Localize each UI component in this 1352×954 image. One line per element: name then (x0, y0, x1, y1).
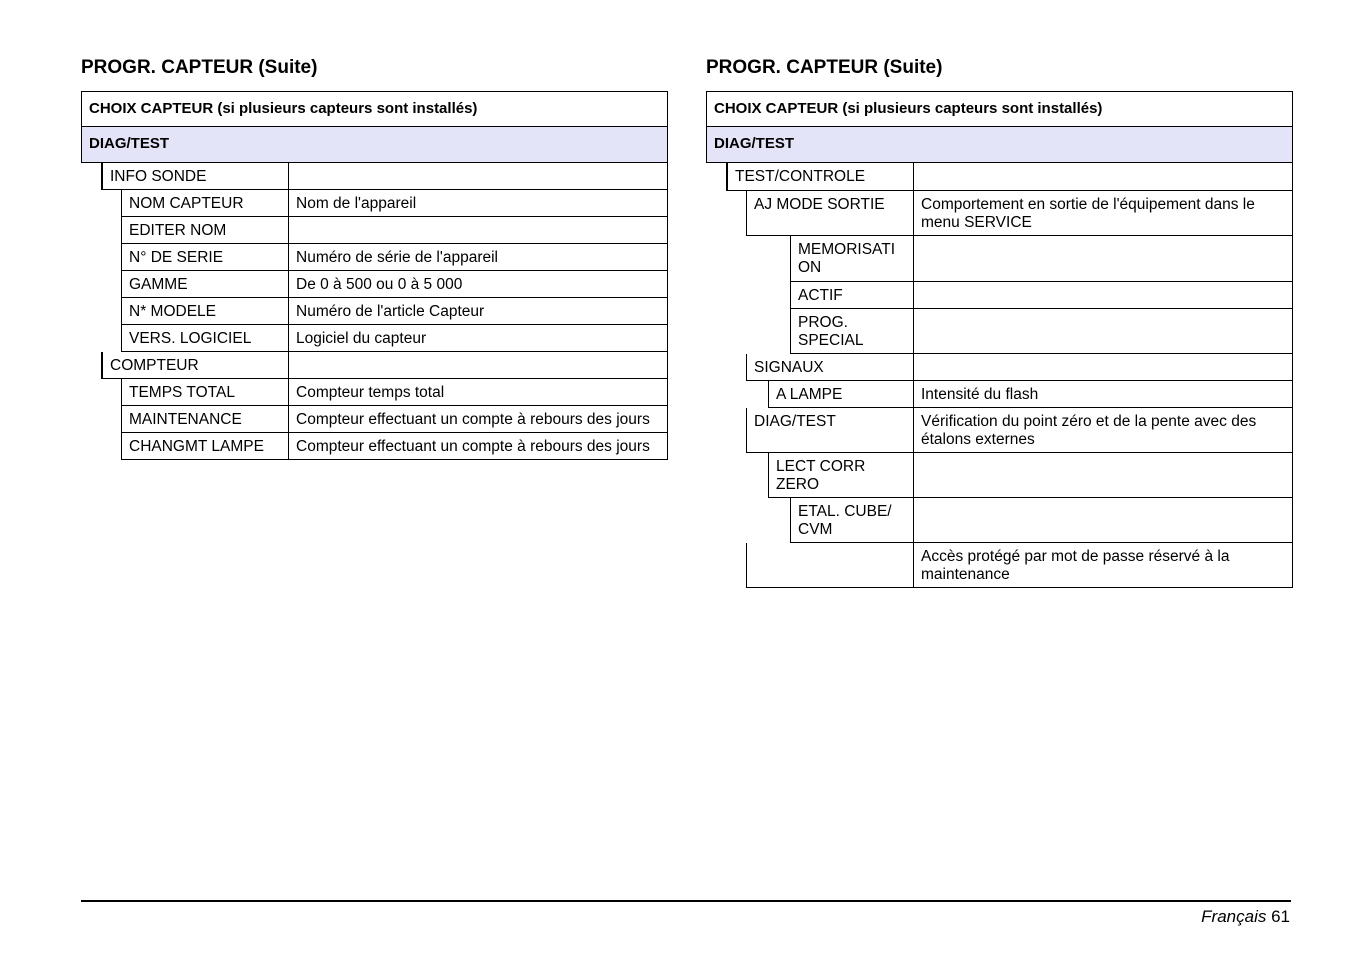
menu-item-description: Compteur effectuant un compte à rebours des jours (289, 406, 668, 433)
menu-item-name: VERS. LOGICIEL (121, 325, 289, 352)
menu-item-description (914, 354, 1293, 381)
menu-row (768, 453, 1293, 498)
section-title: PROGR. CAPTEUR (Suite) (706, 57, 943, 78)
menu-item-description: Intensité du flash (914, 381, 1293, 408)
menu-row (746, 354, 1293, 381)
menu-item-description (289, 163, 668, 190)
page-footer (1201, 907, 1290, 927)
right-column (706, 56, 1293, 588)
menu-row (790, 309, 1293, 354)
menu-row (790, 498, 1293, 543)
menu-item-name: GAMME (121, 271, 289, 298)
section-title: PROGR. CAPTEUR (Suite) (81, 57, 318, 78)
menu-row (746, 191, 1293, 236)
menu-item-name: A LAMPE (768, 381, 914, 408)
menu-item-name: COMPTEUR (101, 352, 289, 379)
menu-item-description (914, 236, 1293, 282)
menu-item-name: TEMPS TOTAL (121, 379, 289, 406)
menu-item-name: MAINTENANCE (121, 406, 289, 433)
menu-item-name: NOM CAPTEUR (121, 190, 289, 217)
menu-table (81, 91, 668, 460)
menu-row (746, 543, 1293, 588)
menu-row (121, 379, 668, 406)
menu-item-name: PROG. SPECIAL (790, 309, 914, 354)
menu-row (121, 217, 668, 244)
menu-row (121, 244, 668, 271)
menu-item-name: INFO SONDE (101, 163, 289, 190)
menu-item-name: CHANGMT LAMPE (121, 433, 289, 460)
menu-row (790, 236, 1293, 282)
menu-header-diag-test: DIAG/TEST (706, 127, 1293, 163)
menu-row (101, 163, 668, 190)
menu-item-description: Numéro de l'article Capteur (289, 298, 668, 325)
menu-item-description: Accès protégé par mot de passe réservé à la maintenance (914, 543, 1293, 588)
menu-header-sensor-choice: CHOIX CAPTEUR (si plusieurs capteurs sont installés) (81, 91, 668, 127)
menu-row (790, 282, 1293, 309)
menu-item-name: AJ MODE SORTIE (746, 191, 914, 236)
menu-item-name: MEMORISATI ON (790, 236, 914, 282)
menu-item-description: Logiciel du capteur (289, 325, 668, 352)
menu-header-sensor-choice: CHOIX CAPTEUR (si plusieurs capteurs sont installés) (706, 91, 1293, 127)
menu-header-diag-test: DIAG/TEST (81, 127, 668, 163)
menu-item-name: EDITER NOM (121, 217, 289, 244)
footer-language: Français (1201, 907, 1267, 926)
menu-item-name: N* MODELE (121, 298, 289, 325)
menu-item-description: Vérification du point zéro et de la pente avec des étalons externes (914, 408, 1293, 453)
menu-item-description (914, 453, 1293, 498)
menu-row (726, 163, 1293, 191)
menu-item-description (289, 352, 668, 379)
menu-item-description (914, 498, 1293, 543)
left-column (81, 56, 668, 460)
menu-row (121, 190, 668, 217)
menu-row (121, 298, 668, 325)
menu-row (746, 408, 1293, 453)
menu-item-description (914, 163, 1293, 191)
menu-item-description (914, 282, 1293, 309)
menu-item-name (746, 543, 914, 588)
menu-item-description (289, 217, 668, 244)
menu-item-name: ETAL. CUBE/ CVM (790, 498, 914, 543)
menu-rows (706, 163, 1293, 588)
page-number: 61 (1271, 907, 1290, 926)
menu-row (121, 433, 668, 460)
menu-item-name: LECT CORR ZERO (768, 453, 914, 498)
menu-item-name: SIGNAUX (746, 354, 914, 381)
menu-table (706, 91, 1293, 588)
menu-item-name: TEST/CONTROLE (726, 163, 914, 191)
menu-item-description: Nom de l'appareil (289, 190, 668, 217)
menu-row (101, 352, 668, 379)
menu-item-description: Numéro de série de l'appareil (289, 244, 668, 271)
menu-row (121, 325, 668, 352)
menu-item-description: Comportement en sortie de l'équipement dans le menu SERVICE (914, 191, 1293, 236)
menu-item-name: DIAG/TEST (746, 408, 914, 453)
menu-row (121, 271, 668, 298)
footer-rule (81, 900, 1291, 902)
menu-item-name: ACTIF (790, 282, 914, 309)
menu-row (768, 381, 1293, 408)
menu-item-description (914, 309, 1293, 354)
menu-item-description: Compteur temps total (289, 379, 668, 406)
menu-item-name: N° DE SERIE (121, 244, 289, 271)
menu-row (121, 406, 668, 433)
menu-item-description: Compteur effectuant un compte à rebours des jours (289, 433, 668, 460)
menu-rows (81, 163, 668, 460)
menu-item-description: De 0 à 500 ou 0 à 5 000 (289, 271, 668, 298)
